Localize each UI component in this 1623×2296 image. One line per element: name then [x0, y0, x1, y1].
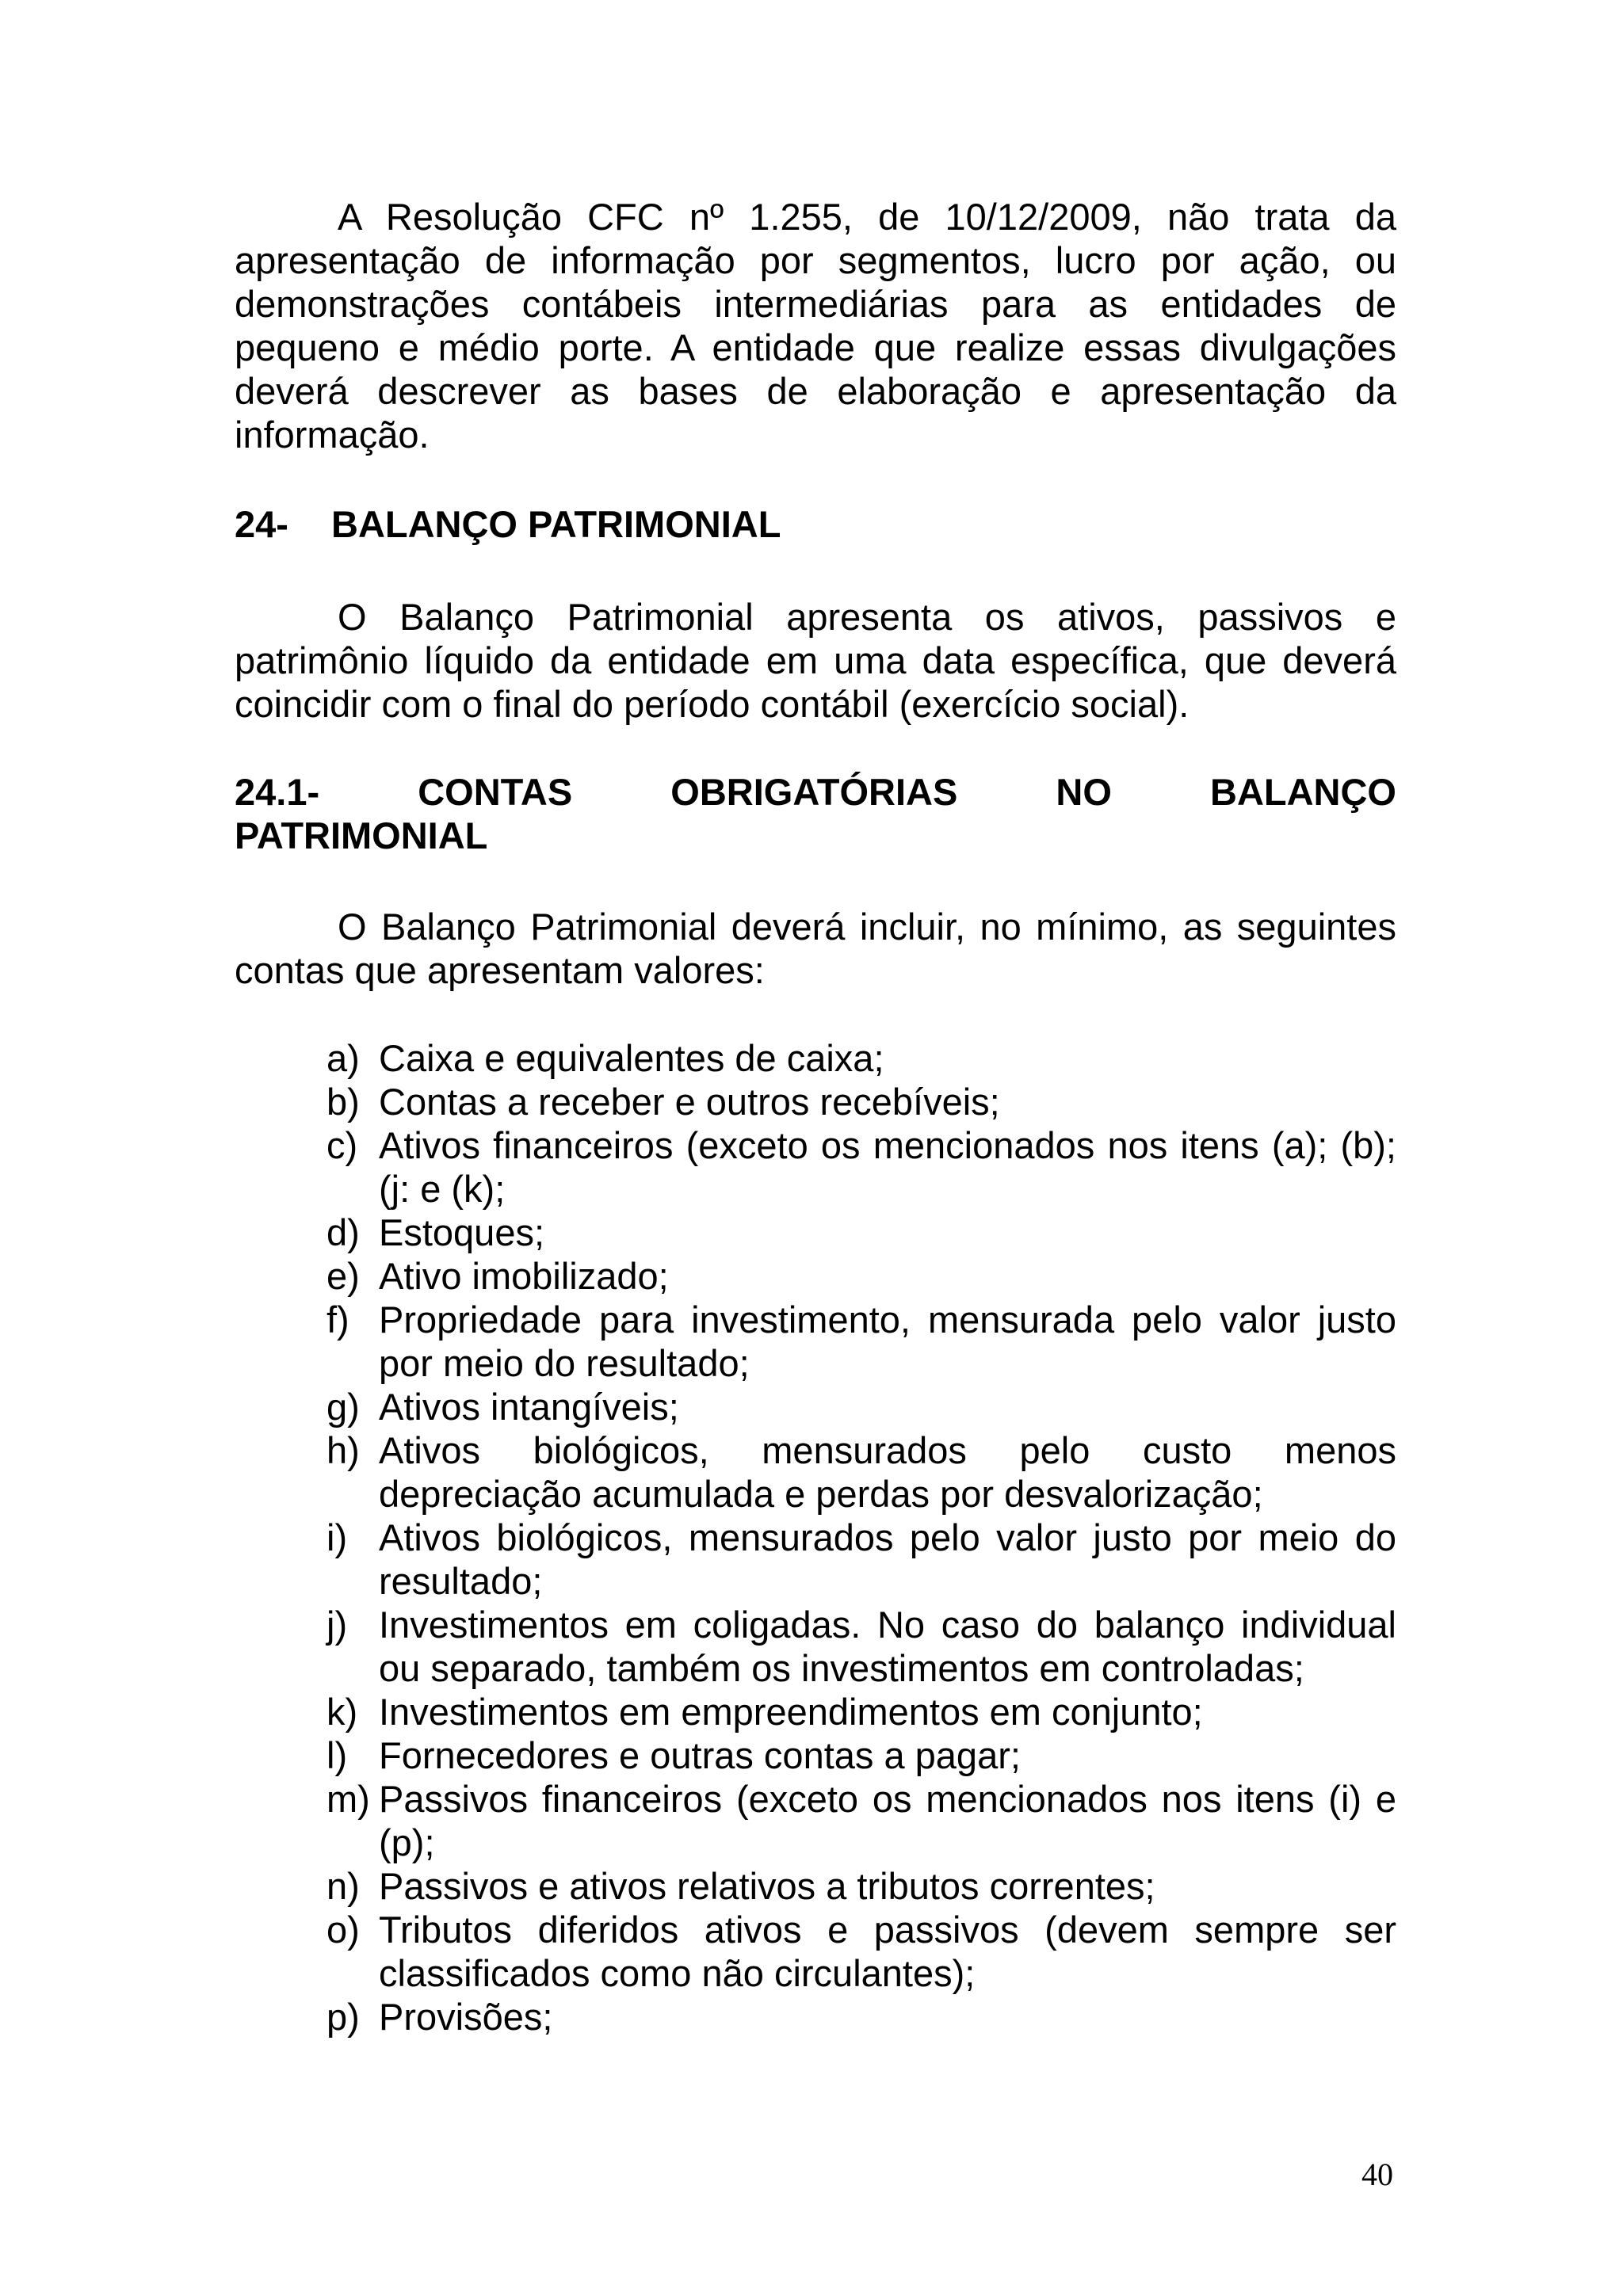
list-item-text: Caixa e equivalentes de caixa; [379, 1037, 884, 1079]
list-item-letter: b) [327, 1081, 360, 1123]
list-item-text: Estoques; [379, 1211, 545, 1253]
list-item [235, 1995, 1396, 2039]
list-item [235, 1123, 1396, 1211]
list-item-text: Ativos biológicos, mensurados pelo custo menos depreciação acumulada e perdas por desvalorização; [379, 1429, 1396, 1515]
section-24-1-heading-line1 [235, 770, 1396, 814]
list-item [235, 1603, 1396, 1690]
section-24-1-word-1: CONTAS [418, 771, 573, 813]
list-item-text: Tributos diferidos ativos e passivos (devem sempre ser classificados como não circulantes); [379, 1909, 1396, 1994]
list-item-text: Contas a receber e outros recebíveis; [379, 1081, 1000, 1123]
section-24-heading [235, 502, 1396, 546]
list-item [235, 1690, 1396, 1733]
list-item [235, 1254, 1396, 1298]
page-content [235, 195, 1396, 2039]
section-24-1-number: 24.1- [235, 771, 320, 813]
list-item-text: Ativo imobilizado; [379, 1255, 669, 1297]
list-item-letter: l) [327, 1734, 348, 1776]
list-item [235, 1385, 1396, 1428]
section-24-1-heading [235, 770, 1396, 857]
list-item [235, 1908, 1396, 1995]
list-item-text: Fornecedores e outras contas a pagar; [379, 1734, 1021, 1776]
list-item [235, 1428, 1396, 1516]
list-item-letter: o) [327, 1909, 360, 1951]
list-item-letter: e) [327, 1255, 360, 1297]
list-item-letter: a) [327, 1037, 360, 1079]
list-item [235, 1080, 1396, 1123]
list-item-letter: f) [327, 1299, 349, 1341]
list-item [235, 1211, 1396, 1254]
list-item [235, 1516, 1396, 1603]
list-item-letter: c) [327, 1124, 358, 1166]
section-24-1-word-2: OBRIGATÓRIAS [670, 771, 958, 813]
list-item-text: Ativos biológicos, mensurados pelo valor justo por meio do resultado; [379, 1516, 1396, 1602]
section-24-1-paragraph: O Balanço Patrimonial deverá incluir, no mínimo, as seguintes contas que apresentam valores: [235, 906, 1396, 991]
list-item-text: Passivos e ativos relativos a tributos correntes; [379, 1865, 1155, 1907]
section-24-1-word-3: NO [1056, 771, 1112, 813]
list-item-letter: m) [327, 1778, 370, 1820]
list-item [235, 1733, 1396, 1777]
list-item-text: Provisões; [379, 1996, 553, 2038]
section-24-number: 24- [235, 503, 288, 545]
list-item-letter: j) [327, 1604, 348, 1646]
list-item [235, 1864, 1396, 1908]
list-item [235, 1298, 1396, 1385]
list-item-letter: g) [327, 1386, 360, 1428]
list-item-letter: i) [327, 1516, 348, 1558]
page-number: 40 [1361, 2157, 1393, 2192]
intro-paragraph: A Resolução CFC nº 1.255, de 10/12/2009, não trata da apresentação de informação por segmentos, lucro por ação, ou demonstrações contábeis intermediárias para as entidades de pequeno e médio porte. A entidade que realize essas divulgações deverá descrever as bases de elaboração e apresentação da informação. [235, 196, 1396, 456]
list-item-text: Investimentos em coligadas. No caso do balanço individual ou separado, também os investimentos em controladas; [379, 1604, 1396, 1689]
section-24-1-word-4: BALANÇO [1210, 771, 1396, 813]
list-item-letter: k) [327, 1691, 358, 1733]
list-item-text: Passivos financeiros (exceto os mencionados nos itens (i) e (p); [379, 1778, 1396, 1863]
list-item-text: Investimentos em empreendimentos em conjunto; [379, 1691, 1203, 1733]
list-item [235, 1777, 1396, 1864]
list-item-letter: p) [327, 1996, 360, 2038]
list-item-letter: h) [327, 1429, 360, 1471]
list-item [235, 1036, 1396, 1080]
list-item-letter: d) [327, 1211, 360, 1253]
section-24-title: BALANÇO PATRIMONIAL [331, 503, 781, 545]
accounts-list [235, 1036, 1396, 2039]
list-item-text: Ativos intangíveis; [379, 1386, 679, 1428]
list-item-text: Ativos financeiros (exceto os mencionados nos itens (a); (b);(j: e (k); [379, 1124, 1396, 1210]
list-item-text: Propriedade para investimento, mensurada pelo valor justo por meio do resultado; [379, 1299, 1396, 1384]
section-24-paragraph: O Balanço Patrimonial apresenta os ativos, passivos e patrimônio líquido da entidade em uma data específica, que deverá coincidir com o final do período contábil (exercício social). [235, 596, 1396, 725]
section-24-1-heading-line2: PATRIMONIAL [235, 814, 488, 856]
list-item-letter: n) [327, 1865, 360, 1907]
